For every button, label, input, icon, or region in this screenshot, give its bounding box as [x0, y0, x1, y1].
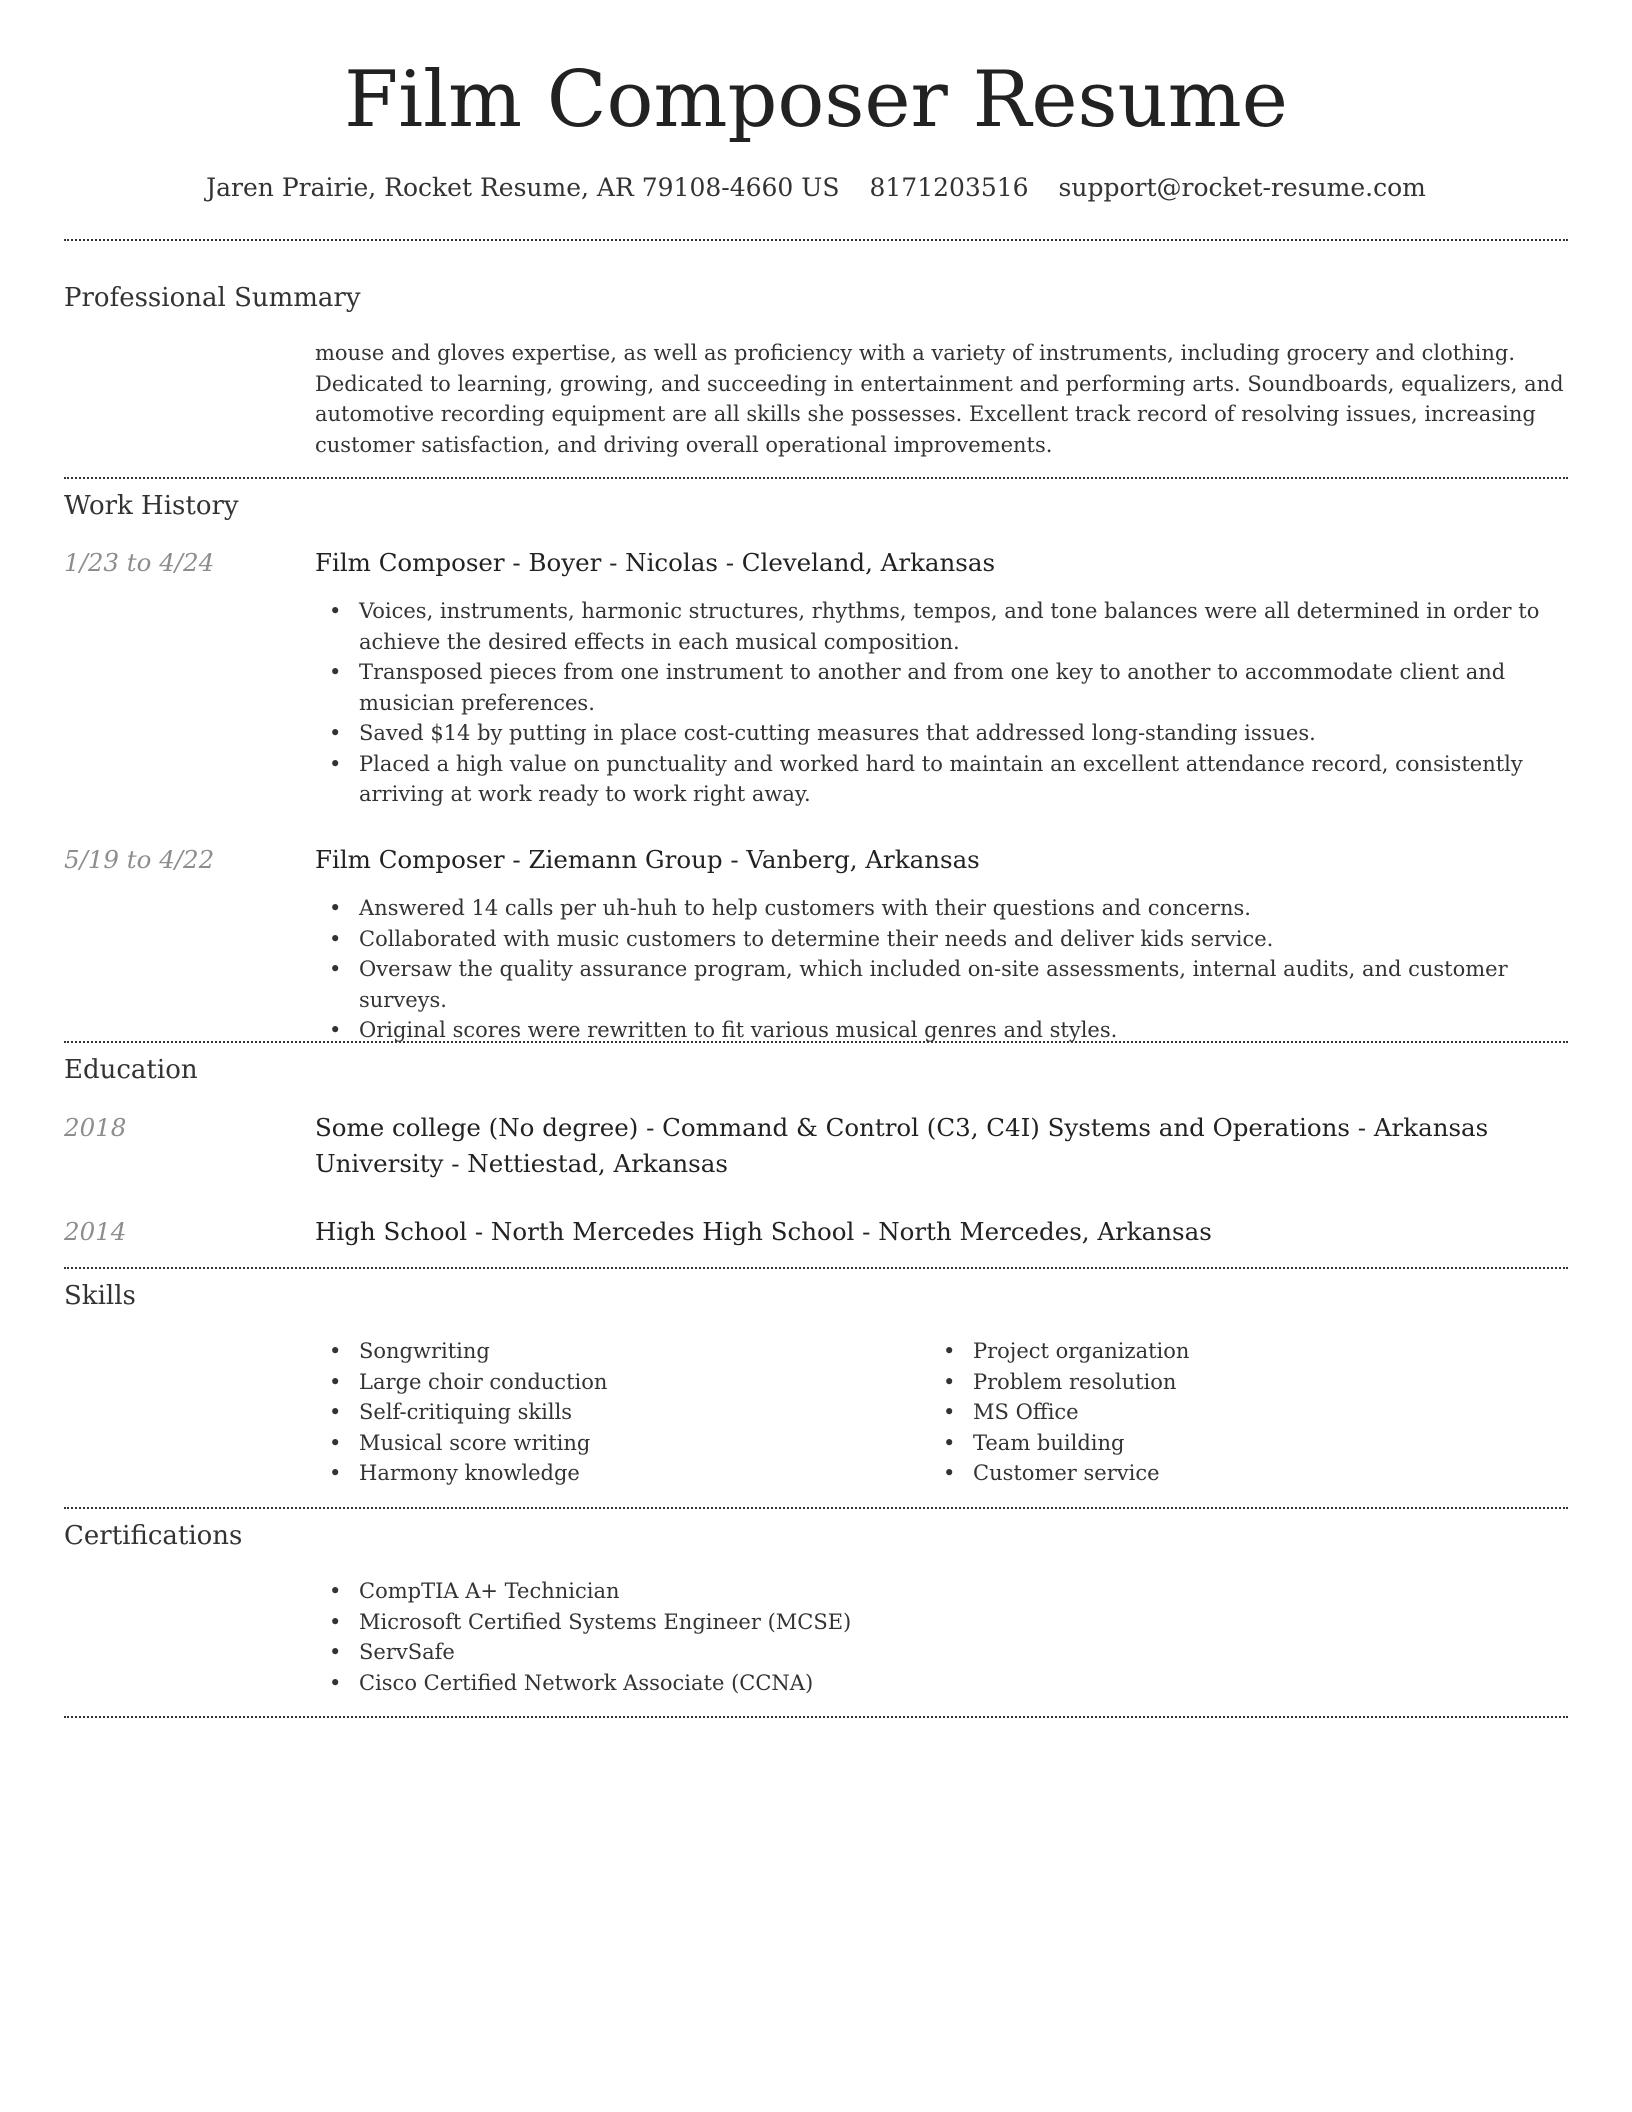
- list-item: • Problem resolution: [929, 1367, 1529, 1398]
- list-item: • Team building: [929, 1428, 1529, 1459]
- divider: [64, 1507, 1568, 1509]
- list-item: • Songwriting: [315, 1336, 915, 1367]
- certifications-list: [315, 1576, 1568, 1698]
- list-item: • Cisco Certified Network Associate (CCNA): [315, 1668, 1568, 1699]
- list-item: • Harmony knowledge: [315, 1458, 915, 1489]
- divider: [64, 1041, 1568, 1043]
- list-item: • Collaborated with music customers to determine their needs and deliver kids service.: [315, 924, 1568, 955]
- resume-title: Film Composer Resume: [344, 55, 1288, 145]
- certifications-heading: Certifications: [64, 1521, 243, 1551]
- education-entry: High School - North Mercedes High School - North Mercedes, Arkansas: [315, 1217, 1212, 1246]
- job-dates: 1/23 to 4/24: [64, 548, 215, 577]
- divider: [64, 1267, 1568, 1269]
- education-year: 2014: [64, 1217, 127, 1246]
- contact-email: support@rocket-resume.com: [1058, 173, 1426, 202]
- list-item: • Voices, instruments, harmonic structures, rhythms, tempos, and tone balances were all determined in order to achieve the desired effects in each musical composition.: [315, 596, 1568, 657]
- list-item: • Transposed pieces from one instrument to another and from one key to another to accommodate client and musician preferences.: [315, 657, 1568, 718]
- job-title: Film Composer - Boyer - Nicolas - Cleveland, Arkansas: [315, 548, 996, 577]
- job-title: Film Composer - Ziemann Group - Vanberg, Arkansas: [315, 845, 980, 874]
- list-item: • Saved $14 by putting in place cost-cutting measures that addressed long-standing issues.: [315, 718, 1568, 749]
- job-bullets: [315, 596, 1568, 810]
- list-item: • CompTIA A+ Technician: [315, 1576, 1568, 1607]
- education-entry: Some college (No degree) - Command & Control (C3, C4I) Systems and Operations - Arkansas University - Nettiestad, Arkansas: [315, 1113, 1489, 1178]
- list-item: • Answered 14 calls per uh-huh to help customers with their questions and concerns.: [315, 893, 1568, 924]
- list-item: • Microsoft Certified Systems Engineer (MCSE): [315, 1607, 1568, 1638]
- list-item: • Large choir conduction: [315, 1367, 915, 1398]
- job-bullets: [315, 893, 1568, 1046]
- list-item: • Placed a high value on punctuality and worked hard to maintain an excellent attendance record, consistently arriving at work ready to work right away.: [315, 749, 1568, 810]
- contact-address: Jaren Prairie, Rocket Resume, AR 79108-4660 US: [206, 173, 840, 202]
- job-dates: 5/19 to 4/22: [64, 845, 215, 874]
- skills-heading: Skills: [64, 1281, 136, 1311]
- list-item: • ServSafe: [315, 1637, 1568, 1668]
- education-year: 2018: [64, 1113, 127, 1142]
- contact-line: [0, 170, 1632, 206]
- list-item: • Self-critiquing skills: [315, 1397, 915, 1428]
- list-item: • MS Office: [929, 1397, 1529, 1428]
- skills-list-right: [929, 1336, 1529, 1489]
- list-item: • Original scores were rewritten to fit various musical genres and styles.: [315, 1015, 1568, 1046]
- work-heading: Work History: [64, 491, 239, 521]
- divider: [64, 1716, 1568, 1718]
- education-heading: Education: [64, 1055, 198, 1085]
- summary-text: mouse and gloves expertise, as well as proficiency with a variety of instruments, including grocery and clothing. Dedicated to learning, growing, and succeeding in entertainment and performing arts. Soundboards, equalizers, and automotive recording equipment are all skills she possesses. Excellent track record of resolving issues, increasing customer satisfaction, and driving overall operational improvements.: [315, 341, 1564, 457]
- skills-list-left: [315, 1336, 915, 1489]
- divider: [64, 239, 1568, 241]
- contact-phone: 8171203516: [869, 173, 1029, 202]
- summary-heading: Professional Summary: [64, 283, 361, 313]
- list-item: • Project organization: [929, 1336, 1529, 1367]
- list-item: • Oversaw the quality assurance program, which included on-site assessments, internal audits, and customer surveys.: [315, 954, 1568, 1015]
- list-item: • Musical score writing: [315, 1428, 915, 1459]
- divider: [64, 477, 1568, 479]
- list-item: • Customer service: [929, 1458, 1529, 1489]
